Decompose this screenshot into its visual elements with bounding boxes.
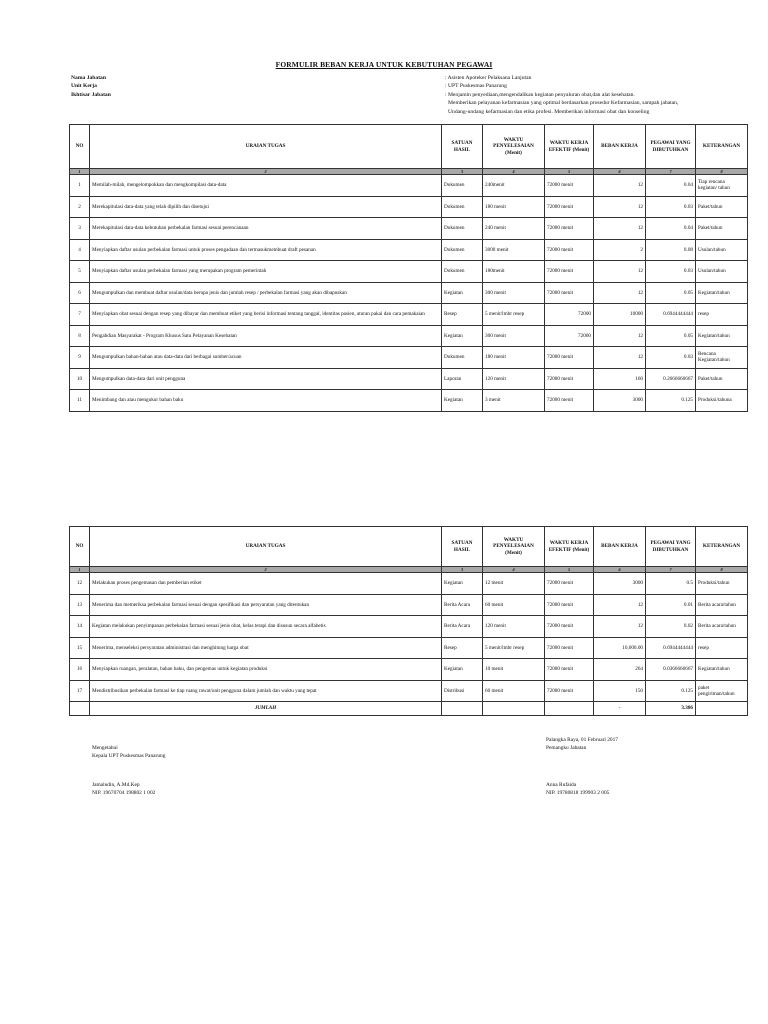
remarks: Kegiatan/tahun	[696, 325, 748, 347]
row-number: 13	[70, 594, 90, 616]
row-number: 10	[70, 368, 90, 390]
effective-time: 72000 menit	[545, 616, 594, 638]
header-no: NO	[70, 125, 90, 169]
output-unit: Berita Acara	[442, 616, 483, 638]
col-num: 3	[442, 567, 483, 573]
workload-table-2	[69, 526, 748, 716]
completion-time: 120 menit	[483, 616, 545, 638]
workload: 12	[594, 175, 646, 197]
completion-time: 240 menit	[483, 218, 545, 240]
row-number: 9	[70, 347, 90, 369]
row-number: 2	[70, 196, 90, 218]
table-row	[70, 637, 748, 659]
effective-time: 72000 menit	[545, 196, 594, 218]
effective-time: 72000 menit	[545, 390, 594, 412]
table-row	[70, 261, 748, 283]
output-unit: Dokumen	[442, 261, 483, 283]
remarks: Usulan/tahun	[696, 239, 748, 261]
workload: 12	[594, 196, 646, 218]
col-num: 5	[545, 567, 594, 573]
row-number: 12	[70, 573, 90, 595]
header-beban: BEBAN KERJA	[594, 125, 646, 169]
row-number: 7	[70, 304, 90, 326]
col-num: 7	[646, 567, 696, 573]
task-description: Menyiapkan daftar usulan perbekalan farmasi yang merupakan program pemerintah	[90, 261, 442, 283]
staff-needed: 0.08	[646, 239, 696, 261]
task-description: Pengabdian Masyarakat - Program Khusus Satu Pelayanan Kesehatan	[90, 325, 442, 347]
remarks: paket pengiriman/tahun	[696, 680, 748, 702]
staff-needed: 0.05	[646, 282, 696, 304]
output-unit: Resep	[442, 637, 483, 659]
workload: 10,000.00	[594, 637, 646, 659]
completion-time: 180 menit	[483, 196, 545, 218]
approval-label: Mengetahui	[92, 745, 118, 751]
effective-time: 72000 menit	[545, 218, 594, 240]
effective-time: 72000 menit	[545, 175, 594, 197]
approver-title: Kepala UPT Puskesmas Panarung	[92, 752, 166, 759]
table-row	[70, 239, 748, 261]
effective-time: 72000 menit	[545, 282, 594, 304]
remarks: Produksi/tahun	[696, 573, 748, 595]
output-unit: Berita Acara	[442, 594, 483, 616]
staff-needed: 0.0366666667	[646, 659, 696, 681]
row-number: 5	[70, 261, 90, 283]
remarks: Usulan/tahun	[696, 261, 748, 283]
completion-time: 10 menit	[483, 659, 545, 681]
output-unit: Dokumen	[442, 175, 483, 197]
col-num: 7	[646, 169, 696, 175]
workload: 12	[594, 325, 646, 347]
header-no: NO	[70, 527, 90, 567]
row-number: 15	[70, 637, 90, 659]
output-unit: Dokumen	[442, 196, 483, 218]
effective-time: 72000 menit	[545, 368, 594, 390]
remarks: Berita acara/tahun	[696, 616, 748, 638]
row-number: 6	[70, 282, 90, 304]
header-waktu: WAKTU PENYELESAIAN (Menit)	[483, 125, 545, 169]
staff-needed: 0.04	[646, 218, 696, 240]
header-beban: BEBAN KERJA	[594, 527, 646, 567]
staff-needed: 0.05	[646, 325, 696, 347]
header-uraian: URAIAN TUGAS	[90, 527, 442, 567]
completion-time: 60 menit	[483, 594, 545, 616]
workload: 12	[594, 261, 646, 283]
output-unit: Kegiatan	[442, 390, 483, 412]
workload: 12	[594, 218, 646, 240]
effective-time: 72000 menit	[545, 680, 594, 702]
task-description: Menerima dan memeriksa perbekalan farmasi sesuai dengan spesifikasi dan persyaratan yang ditentukan	[90, 594, 442, 616]
staff-needed: 0.02	[646, 616, 696, 638]
task-description: Memilah-milah, mengelompokkan dan mengkompilasi data-data	[90, 175, 442, 197]
table-row	[70, 282, 748, 304]
completion-time: 5 menit/lmbr resep	[483, 304, 545, 326]
staff-needed: 0.03	[646, 347, 696, 369]
table-row	[70, 573, 748, 595]
task-description: Mengumpulkan dan membuat daftar usulan/data berupa jenis dan jumlah resep / perbekalan farmasi yang akan dibapuskan	[90, 282, 442, 304]
task-description: Mengumpulkan bahan-bahan atau data-data dari berbagai sumber/acuan	[90, 347, 442, 369]
signature-left	[92, 745, 165, 760]
row-number: 14	[70, 616, 90, 638]
table-row	[70, 304, 748, 326]
table-row	[70, 616, 748, 638]
table-row	[70, 175, 748, 197]
row-number: 11	[70, 390, 90, 412]
total-row	[70, 702, 748, 716]
col-num: 8	[696, 169, 748, 175]
remarks: Produksi/tahuna	[696, 390, 748, 412]
workload: 12	[594, 616, 646, 638]
task-description: Menimbang dan atau mengukur bahan baku	[90, 390, 442, 412]
completion-time: 240menit	[483, 175, 545, 197]
remarks: Kegiatan/tahun	[696, 282, 748, 304]
staff-needed: 0.125	[646, 390, 696, 412]
signature-right	[546, 737, 618, 752]
completion-time: 180menit	[483, 261, 545, 283]
header-wke: WAKTU KERJA EFEKTIF (Menit)	[545, 527, 594, 567]
output-unit: Resep	[442, 304, 483, 326]
effective-time: 72000 menit	[545, 573, 594, 595]
output-unit: Dokumen	[442, 239, 483, 261]
task-description: Menyiapkan daftar usulan perbekalan farmasi untuk proses pengadaan dan termasukmembuat draft pesanan	[90, 239, 442, 261]
staff-needed: 0.6944444444	[646, 637, 696, 659]
workload-table-1	[69, 124, 748, 412]
remarks: Kegiatan/tahun	[696, 659, 748, 681]
staff-needed: 0.6944444444	[646, 304, 696, 326]
header-waktu: WAKTU PENYELESAIAN (Menit)	[483, 527, 545, 567]
effective-time: 72000 menit	[545, 659, 594, 681]
completion-time: 12 menit	[483, 573, 545, 595]
remarks: resep	[696, 637, 748, 659]
output-unit: Kegiatan	[442, 325, 483, 347]
header-keterangan: KETERANGAN	[696, 125, 748, 169]
effective-time: 72000	[545, 325, 594, 347]
total-label: JUMLAH	[90, 702, 442, 716]
table-row	[70, 594, 748, 616]
table-row	[70, 196, 748, 218]
effective-time: 72000 menit	[545, 594, 594, 616]
effective-time: 72000 menit	[545, 239, 594, 261]
header-satuan: SATUAN HASIL	[442, 527, 483, 567]
holder-title: Pemangku Jabatan	[546, 744, 587, 751]
col-num: 4	[483, 567, 545, 573]
row-number: 3	[70, 218, 90, 240]
table-row	[70, 659, 748, 681]
remarks: resep	[696, 304, 748, 326]
remarks: Paket/tahun	[696, 218, 748, 240]
workload: 12	[594, 594, 646, 616]
table-row	[70, 218, 748, 240]
col-num: 1	[70, 169, 90, 175]
approver-name: Jamaludin, A.Md.Kep	[92, 782, 140, 788]
output-unit: Kegiatan	[442, 573, 483, 595]
row-number: 4	[70, 239, 90, 261]
effective-time: 72000 menit	[545, 261, 594, 283]
workload: 150	[594, 680, 646, 702]
total-pegawai: 3.386	[646, 702, 696, 716]
completion-time: 180 menit	[483, 347, 545, 369]
table-row	[70, 325, 748, 347]
meta-value: : UPT Puskesmas Panarung	[445, 83, 507, 90]
signature-left-name	[92, 782, 155, 797]
meta-value: : Menjamin penyediaan,mengendalikan kegiatan penyaluran obat,dan alat kesehatan.	[445, 91, 635, 98]
remarks: Tiap rencana kegiatan/ tahun	[696, 175, 748, 197]
col-num: 6	[594, 169, 646, 175]
output-unit: Distribusi	[442, 680, 483, 702]
header-pegawai: PEGAWAI YANG DIBUTUHKAN	[646, 125, 696, 169]
task-description: Merekapitulasi data-data yang telah dipilih dan disetujui	[90, 196, 442, 218]
meta-label: Ikhtisar Jabatan	[71, 91, 111, 98]
table-row	[70, 680, 748, 702]
effective-time: 72000	[545, 304, 594, 326]
task-description: Melakukan proses pengemasan dan pemberian etiket	[90, 573, 442, 595]
staff-needed: 0.03	[646, 261, 696, 283]
workload: 264	[594, 659, 646, 681]
output-unit: Laporan	[442, 368, 483, 390]
task-description: Merekapitulasi data-data kebutuhan perbekalan farmasi sesuai perencanaan	[90, 218, 442, 240]
col-num: 8	[696, 567, 748, 573]
effective-time: 72000 menit	[545, 637, 594, 659]
approver-nip: NIP. 19670704 198802 1 002	[92, 789, 156, 796]
workload: 160	[594, 368, 646, 390]
col-num: 5	[545, 169, 594, 175]
total-beban: -	[594, 702, 646, 716]
completion-time: 60 menit	[483, 680, 545, 702]
staff-needed: 0.03	[646, 196, 696, 218]
meta-value: : Asisten Apoteker Pelaksana Lanjutan	[445, 75, 532, 81]
remarks: Berita acara/tahun	[696, 594, 748, 616]
task-description: Mengumpulkan data-data dari unit pengguna	[90, 368, 442, 390]
workload: 12	[594, 282, 646, 304]
meta-label: Unit Kerja	[71, 83, 97, 90]
remarks: Paket/tahun	[696, 368, 748, 390]
remarks: Paket/tahun	[696, 196, 748, 218]
header-wke: WAKTU KERJA EFEKTIF (Menit)	[545, 125, 594, 169]
col-num: 4	[483, 169, 545, 175]
col-num: 1	[70, 567, 90, 573]
completion-time: 300 menit	[483, 325, 545, 347]
table-row	[70, 368, 748, 390]
holder-name: Anna Rufaida	[546, 782, 577, 788]
row-number: 16	[70, 659, 90, 681]
form-title: FORMULIR BEBAN KERJA UNTUK KEBUTUHAN PEGAWAI	[275, 60, 493, 69]
workload: 3000	[594, 573, 646, 595]
place-date: Palangka Raya, 01 Februari 2017	[546, 737, 619, 743]
row-number: 1	[70, 175, 90, 197]
staff-needed: 0.04	[646, 175, 696, 197]
col-num: 6	[594, 567, 646, 573]
output-unit: Kegiatan	[442, 659, 483, 681]
output-unit: Dokumen	[442, 347, 483, 369]
col-num: 2	[90, 567, 442, 573]
workload: 12	[594, 347, 646, 369]
staff-needed: 0.125	[646, 680, 696, 702]
meta-label: Nama Jabatan	[71, 75, 106, 81]
holder-nip: NIP. 19780818 199903 2 005	[546, 789, 610, 796]
col-num: 3	[442, 169, 483, 175]
meta-value: Memberikan pelayanan kefarmasian yang optimal berdasarkan prosedur Kefarmasian, sampah jabatan,	[448, 100, 679, 107]
table-row	[70, 347, 748, 369]
remarks: Rencana Kegiatan/tahun	[696, 347, 748, 369]
output-unit: Kegiatan	[442, 282, 483, 304]
effective-time: 72000 menit	[545, 347, 594, 369]
staff-needed: 0.5	[646, 573, 696, 595]
workload: 10000	[594, 304, 646, 326]
header-pegawai: PEGAWAI YANG DIBUTUHKAN	[646, 527, 696, 567]
output-unit: Dokumen	[442, 218, 483, 240]
workload: 3000	[594, 390, 646, 412]
workload: 2	[594, 239, 646, 261]
completion-time: 5 menit/lmbr resep	[483, 637, 545, 659]
col-num: 2	[90, 169, 442, 175]
row-number: 17	[70, 680, 90, 702]
completion-time: 3 menit	[483, 390, 545, 412]
task-description: Menyiapkan obat sesuai dengan resep yang dibayar dan membuat etiket yang berisi informasi tentang tanggal, identitas pasien, aturan pakai dan cara pemakaian	[90, 304, 442, 326]
staff-needed: 0.01	[646, 594, 696, 616]
header-satuan: SATUAN HASIL	[442, 125, 483, 169]
task-description: Kegiatan melakukan penyimpanan perbekalan farmasi sesuai jenis obat, kelas terapi dan disusun secara alfabetis	[90, 616, 442, 638]
row-number: 8	[70, 325, 90, 347]
staff-needed: 0.2666666667	[646, 368, 696, 390]
table-row	[70, 390, 748, 412]
signature-right-name	[546, 782, 609, 797]
meta-value: Undang-undang kefarmasian dan etika profesi. Memberikan informasi obat dan konseling	[448, 108, 650, 115]
completion-time: 120 menit	[483, 368, 545, 390]
header-keterangan: KETERANGAN	[696, 527, 748, 567]
task-description: Mendistribusikan perbekalan farmasi ke tiap ruang rawat/unit pengguna dalam jumlah dan waktu yang tepat	[90, 680, 442, 702]
completion-time: 3000 menit	[483, 239, 545, 261]
task-description: Menyiapkan ruangan, peralatan, bahan baku, dan pengemas untuk kegiatan produksi	[90, 659, 442, 681]
completion-time: 300 menit	[483, 282, 545, 304]
task-description: Menerima, menseleksi persyaratan administrasi dan menghitung harga obat	[90, 637, 442, 659]
header-uraian: URAIAN TUGAS	[90, 125, 442, 169]
